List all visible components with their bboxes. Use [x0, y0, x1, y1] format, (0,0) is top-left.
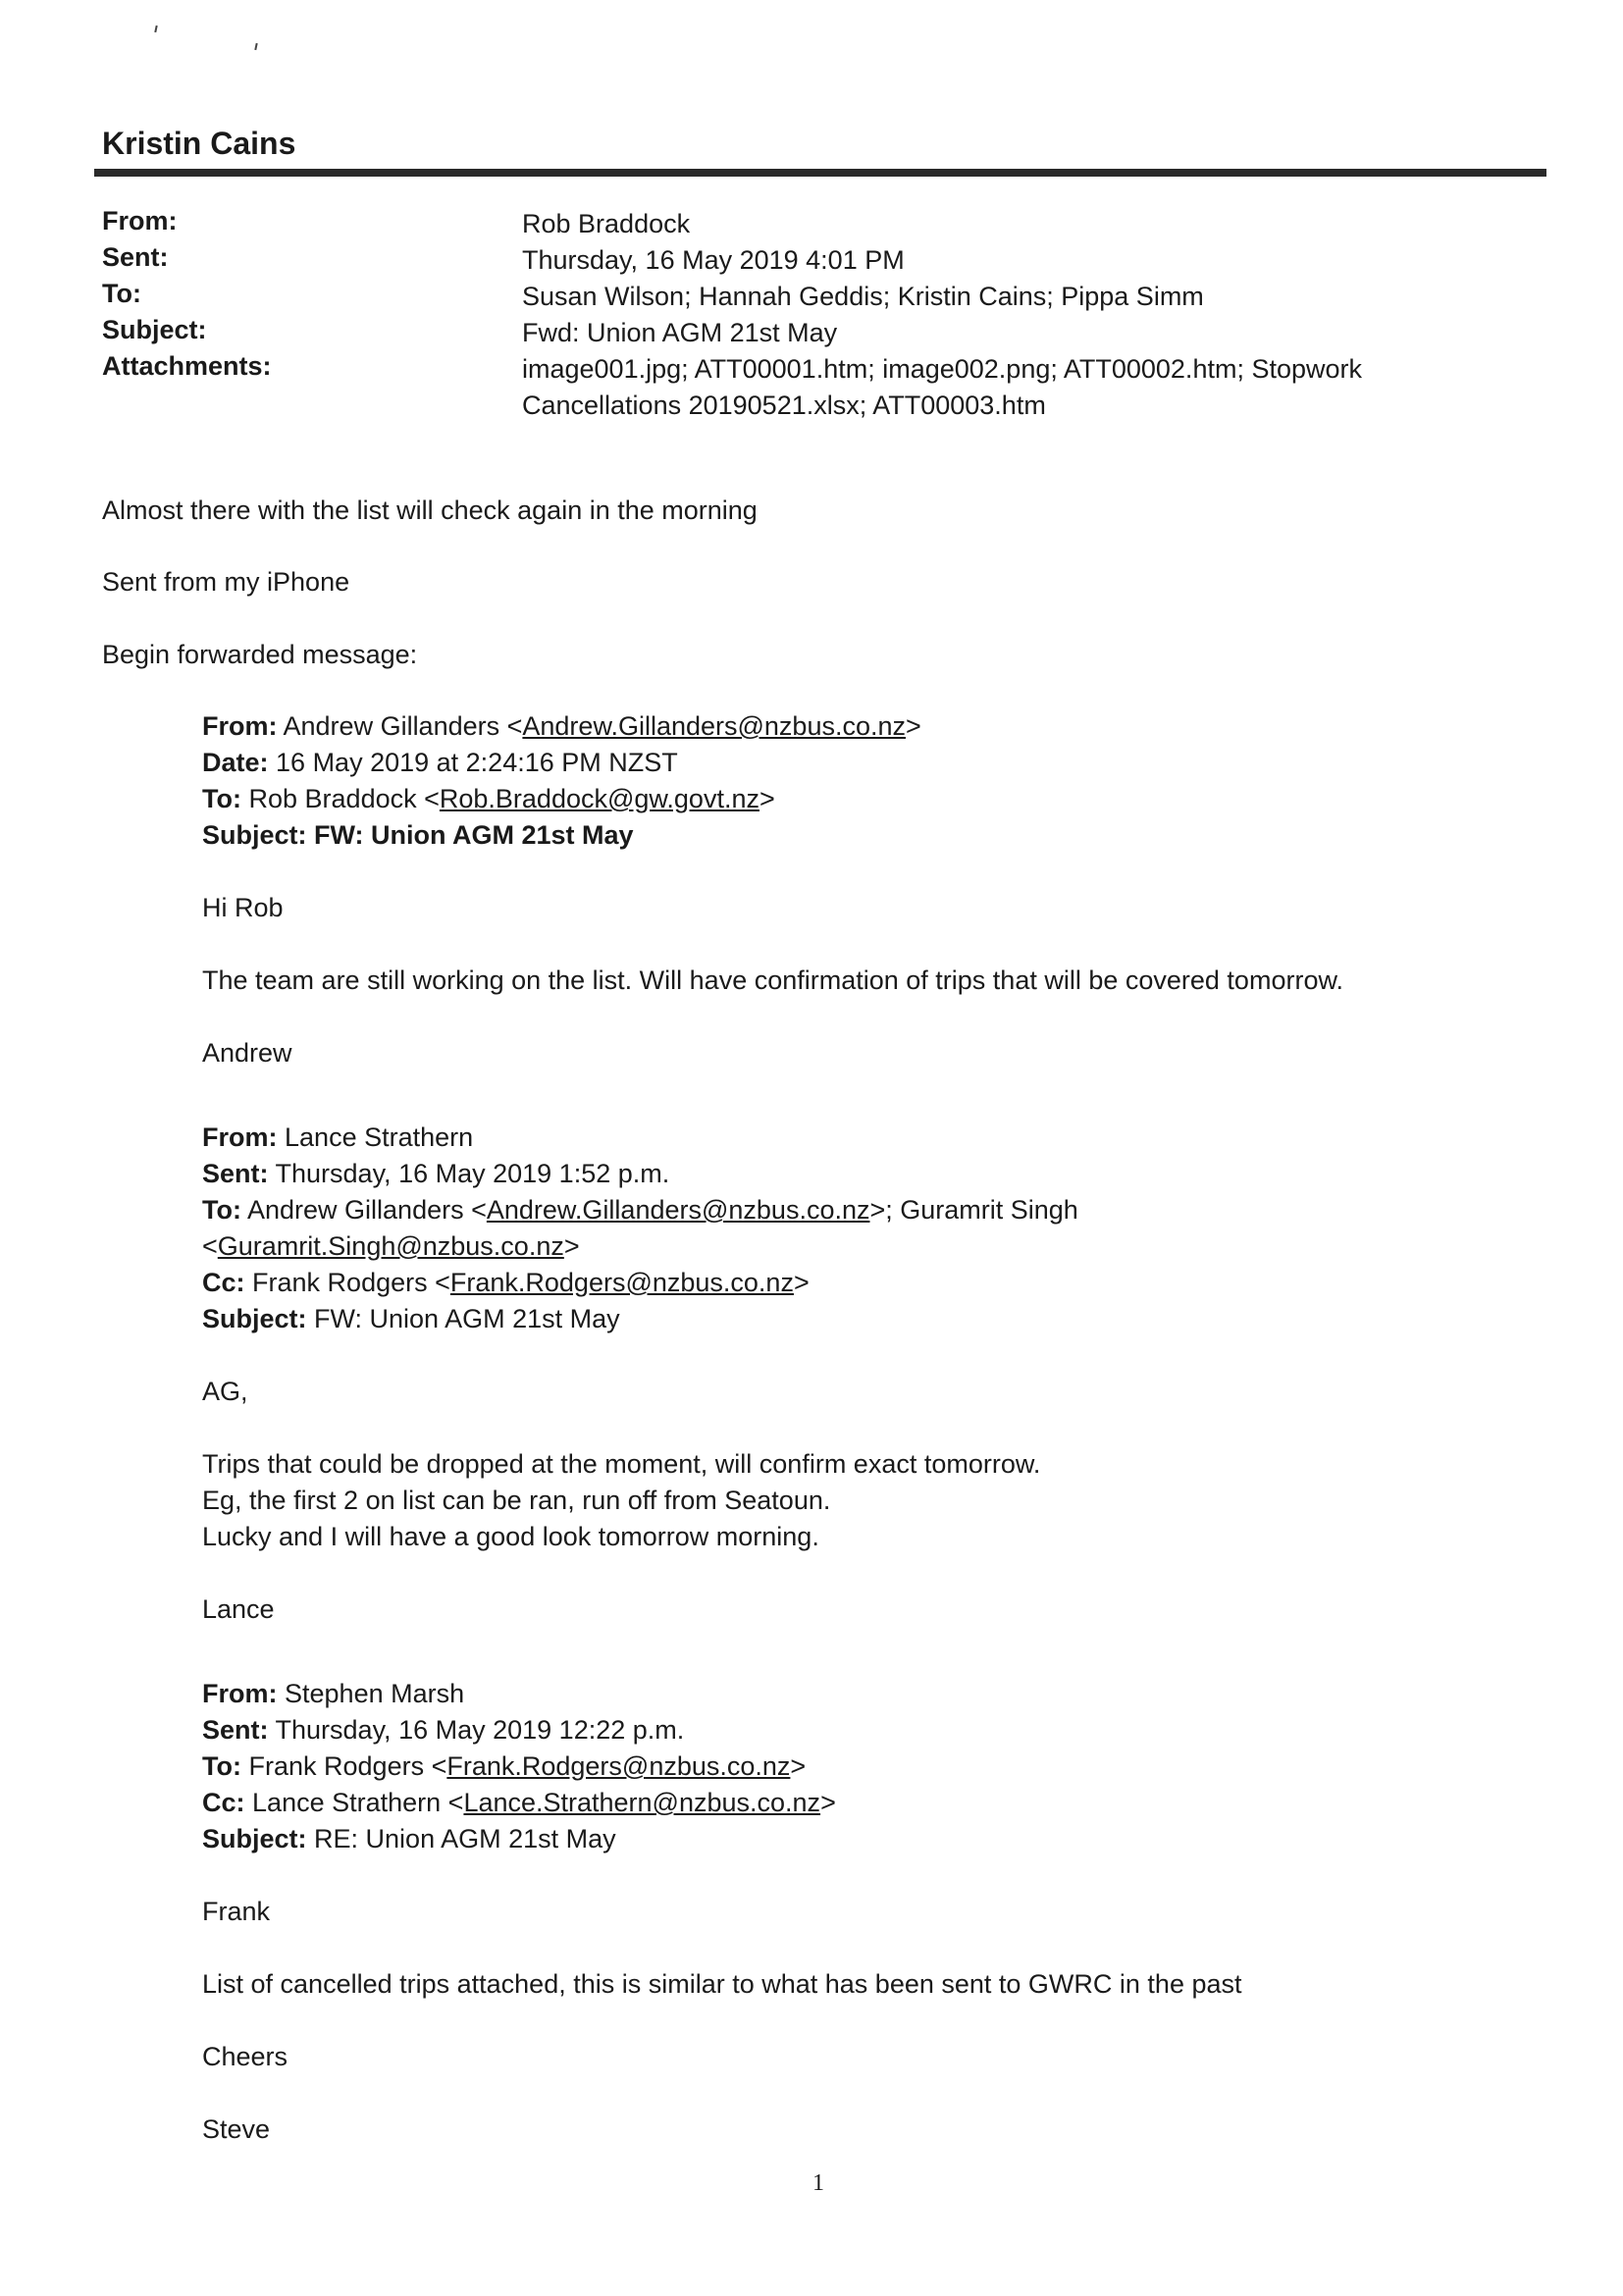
- fwd1-signoff: Andrew: [202, 1038, 292, 1068]
- fwd1-date-value: 16 May 2019 at 2:24:16 PM NZST: [276, 748, 678, 777]
- fwd2-cc-close: >: [793, 1268, 810, 1297]
- fwd3-cc-close: >: [820, 1788, 836, 1817]
- fwd2-from-label: From:: [202, 1122, 278, 1152]
- fwd1-body: The team are still working on the list. Will have confirmation of trips that will be covered tomorrow.: [202, 965, 1343, 995]
- fwd2-to-open: <: [202, 1231, 218, 1261]
- fwd2-subject-value: FW: Union AGM 21st May: [314, 1304, 620, 1333]
- fwd2-to-email-link-2[interactable]: Guramrit.Singh@nzbus.co.nz: [217, 1231, 564, 1261]
- fwd2-cc-label: Cc:: [202, 1268, 245, 1297]
- fwd3-to-close: >: [790, 1751, 807, 1781]
- fwd2-body-line: Lucky and I will have a good look tomorrow morning.: [202, 1522, 819, 1551]
- sent-value: Thursday, 16 May 2019 4:01 PM: [522, 245, 905, 275]
- body-line: Almost there with the list will check again in the morning: [102, 496, 758, 525]
- fwd1-subject-value: FW: Union AGM 21st May: [314, 820, 634, 850]
- fwd2-to-line: [202, 1195, 1078, 1226]
- fwd3-cc-email-link[interactable]: Lance.Strathern@nzbus.co.nz: [463, 1788, 821, 1817]
- fwd3-cc-name: Lance Strathern <: [252, 1788, 464, 1817]
- fwd2-to-label: To:: [202, 1195, 241, 1225]
- fwd1-subject-line: [202, 820, 634, 851]
- fwd2-cc-name: Frank Rodgers <: [252, 1268, 450, 1297]
- fwd3-to-line: [202, 1751, 806, 1782]
- fwd2-to-close: >: [563, 1231, 580, 1261]
- fwd3-signoff: Steve: [202, 2114, 271, 2144]
- fwd2-subject-label: Subject:: [202, 1304, 307, 1333]
- fwd3-from-value: Stephen Marsh: [285, 1679, 465, 1708]
- fwd1-from-close: >: [906, 711, 921, 741]
- scan-speck: [254, 43, 257, 50]
- fwd2-from-line: [202, 1122, 473, 1153]
- fwd3-sent-value: Thursday, 16 May 2019 12:22 p.m.: [275, 1715, 685, 1745]
- fwd2-to-line-continued: [202, 1231, 580, 1262]
- fwd3-sent-label: Sent:: [202, 1715, 269, 1745]
- fwd3-cc-line: [202, 1788, 836, 1818]
- from-label: From:: [102, 206, 178, 235]
- page-number: 1: [812, 2170, 824, 2196]
- attachments-value: image001.jpg; ATT00001.htm; image002.png; ATT00002.htm; Stopwork Cancellations 20190521.xlsx; ATT00003.htm: [522, 354, 1362, 420]
- from-value: Rob Braddock: [522, 209, 691, 238]
- fwd2-sent-label: Sent:: [202, 1159, 269, 1188]
- fwd3-to-name: Frank Rodgers <: [248, 1751, 447, 1781]
- fwd3-body: List of cancelled trips attached, this is similar to what has been sent to GWRC in the past: [202, 1969, 1242, 1999]
- fwd3-closing: Cheers: [202, 2042, 288, 2071]
- to-value: Susan Wilson; Hannah Geddis; Kristin Cains; Pippa Simm: [522, 282, 1204, 311]
- fwd2-body-line: Trips that could be dropped at the moment, will confirm exact tomorrow.: [202, 1449, 1041, 1479]
- fwd2-body-line: Eg, the first 2 on list can be ran, run off from Seatoun.: [202, 1486, 831, 1515]
- fwd3-subject-label: Subject:: [202, 1824, 307, 1853]
- subject-label: Subject:: [102, 315, 207, 344]
- fwd3-from-line: [202, 1679, 464, 1709]
- fwd1-date-line: [202, 748, 678, 778]
- fwd2-to-separator: >; Guramrit Singh: [869, 1195, 1078, 1225]
- fwd3-from-label: From:: [202, 1679, 278, 1708]
- sent-label: Sent:: [102, 242, 169, 272]
- body-line: Begin forwarded message:: [102, 640, 418, 669]
- fwd2-to-name: Andrew Gillanders <: [247, 1195, 487, 1225]
- fwd3-greeting: Frank: [202, 1897, 271, 1926]
- fwd3-cc-label: Cc:: [202, 1788, 245, 1817]
- fwd1-to-label: To:: [202, 784, 241, 813]
- fwd1-greeting: Hi Rob: [202, 893, 284, 922]
- fwd1-subject-label: Subject:: [202, 820, 307, 850]
- fwd2-greeting: AG,: [202, 1377, 248, 1406]
- fwd1-from-label: From:: [202, 711, 278, 741]
- fwd1-from-name: Andrew Gillanders <: [283, 711, 523, 741]
- scan-speck: [154, 26, 157, 32]
- attachments-label: Attachments:: [102, 351, 272, 381]
- fwd2-subject-line: [202, 1304, 620, 1334]
- fwd1-to-name: Rob Braddock <: [248, 784, 440, 813]
- fwd2-cc-email-link[interactable]: Frank.Rodgers@nzbus.co.nz: [449, 1268, 794, 1297]
- fwd2-to-email-link[interactable]: Andrew.Gillanders@nzbus.co.nz: [486, 1195, 870, 1225]
- body-line: Sent from my iPhone: [102, 567, 350, 597]
- fwd1-to-line: [202, 784, 775, 814]
- header-rule: [94, 169, 1546, 177]
- subject-value: Fwd: Union AGM 21st May: [522, 318, 838, 347]
- fwd3-to-label: To:: [202, 1751, 241, 1781]
- fwd2-from-value: Lance Strathern: [285, 1122, 474, 1152]
- fwd1-from-email-link[interactable]: Andrew.Gillanders@nzbus.co.nz: [522, 711, 906, 741]
- fwd3-sent-line: [202, 1715, 684, 1746]
- to-label: To:: [102, 279, 141, 308]
- fwd3-subject-value: RE: Union AGM 21st May: [314, 1824, 616, 1853]
- fwd3-subject-line: [202, 1824, 616, 1854]
- document-owner-name: Kristin Cains: [102, 126, 296, 161]
- fwd2-sent-line: [202, 1159, 669, 1189]
- fwd1-date-label: Date:: [202, 748, 269, 777]
- fwd2-signoff: Lance: [202, 1594, 275, 1624]
- fwd2-cc-line: [202, 1268, 810, 1298]
- fwd1-to-email-link[interactable]: Rob.Braddock@gw.govt.nz: [439, 784, 759, 813]
- fwd2-sent-value: Thursday, 16 May 2019 1:52 p.m.: [275, 1159, 670, 1188]
- fwd1-to-close: >: [759, 784, 775, 813]
- fwd3-to-email-link[interactable]: Frank.Rodgers@nzbus.co.nz: [446, 1751, 791, 1781]
- fwd1-from-line: [202, 711, 921, 742]
